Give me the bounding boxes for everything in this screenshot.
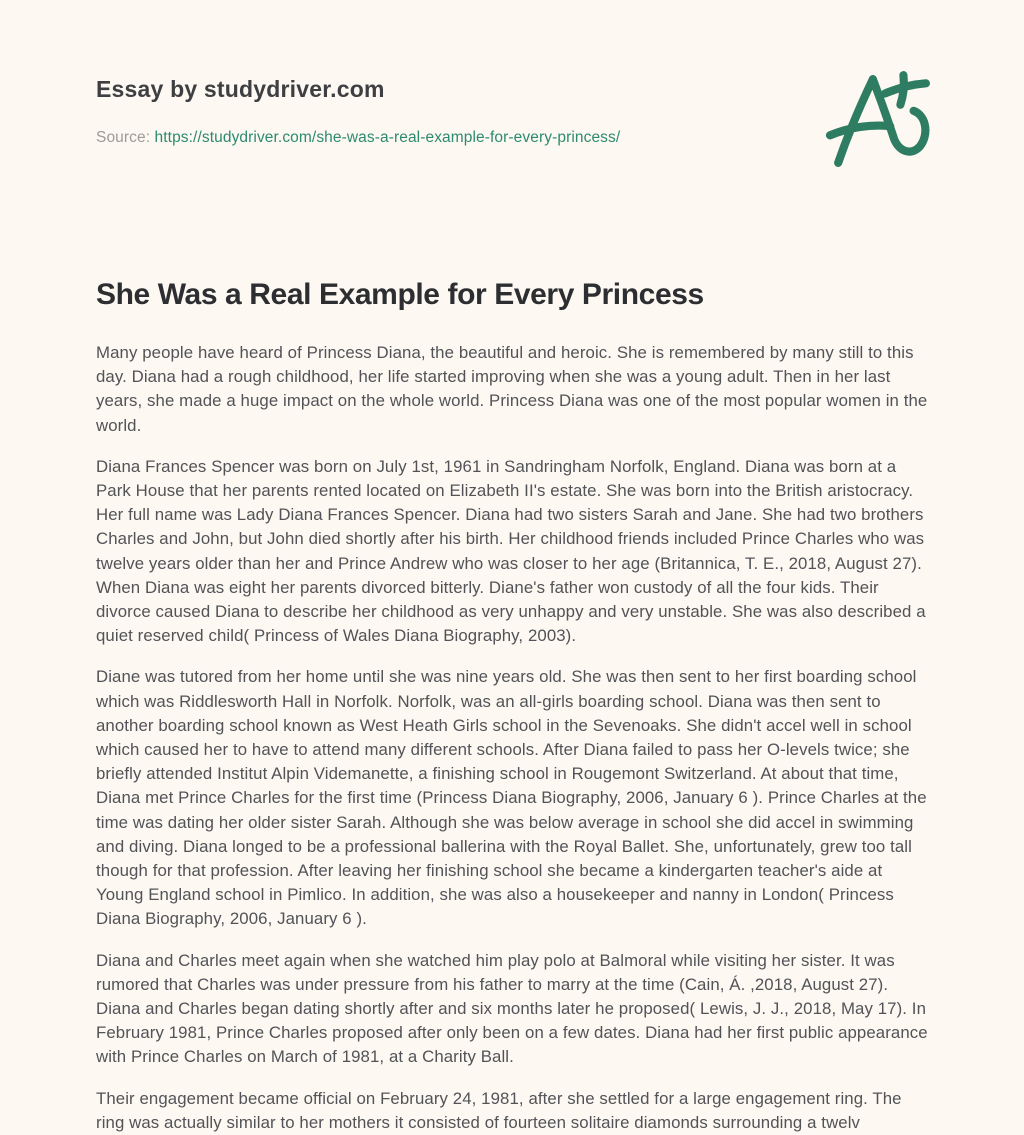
header-text-block	[96, 74, 620, 147]
site-header	[96, 74, 928, 170]
essay-paragraph: Diana Frances Spencer was born on July 1st, 1961 in Sandringham Norfolk, England. Diana was born at a Park House that her parents rented located on Elizabeth II's estate. She was born into the British aristocracy. Her full name was Lady Diana Frances Spencer. Diana had two sisters Sarah and Jane. She had two brothers Charles and John, but John died shortly after his birth. Her childhood friends included Prince Charles who was twelve years older than her and Prince Andrew who was closer to her age (Britannica, T. E., 2018, August 27). When Diana was eight her parents divorced bitterly. Diane's father won custody of all the four kids. Their divorce caused Diana to describe her childhood as very unhappy and very unstable. She was also described a quiet reserved child( Princess of Wales Diana Biography, 2003).	[96, 456, 926, 646]
essay-body	[96, 341, 928, 1135]
page-title: She Was a Real Example for Every Princess	[96, 278, 704, 311]
source-line	[96, 129, 620, 147]
essay-paragraph: Many people have heard of Princess Diana, the beautiful and heroic. She is remembered by many still to this day. Diana had a rough childhood, her life started improving when she was a young adult. Then in her last years, she made a huge impact on the whole world. Princess Diana was one of the most popular women in the world.	[96, 343, 928, 435]
essay-paragraph: Diane was tutored from her home until she was nine years old. She was then sent to her first boarding school which was Riddlesworth Hall in Norfolk. Norfolk, was an all-girls boarding school. Diana was then sent to another boarding school known as West Heath Girls school in the Sevenoaks. She didn't accel well in school which caused her to have to attend many different schools. After Diana failed to pass her O-levels twice; she briefly attended Institut Alpin Videmanette, a finishing school in Rougemont Switzerland. At about that time, Diana met Prince Charles for the first time (Princess Diana Biography, 2006, January 6 ). Prince Charles at the time was dating her older sister Sarah. Although she was below average in school she did accel in swimming and diving. Diana longed to be a professional ballerina with the Royal Ballet. She, unfortunately, grew too tall though for that profession. After leaving her finishing school she became a kindergarten teacher's aide at Young England school in Pimlico. In addition, she was also a housekeeper and nanny in London( Princess Diana Biography, 2006, January 6 ).	[96, 667, 927, 929]
a-plus-logo-icon	[824, 68, 938, 170]
source-label: Source:	[96, 129, 151, 146]
essay-paragraph: Diana and Charles meet again when she watched him play polo at Balmoral while visiting her sister. It was rumored that Charles was under pressure from his father to marry at the time (Cain, Á. ,2018, August 27). Diana and Charles began dating shortly after and six months later he proposed( Lewis, J. J., 2018, May 17). In February 1981, Prince Charles proposed after only been on a few dates. Diana had her first public appearance with Prince Charles on March of 1981, at a Charity Ball.	[96, 950, 928, 1067]
essay-byline: Essay by studydriver.com	[96, 76, 385, 102]
source-link[interactable]: https://studydriver.com/she-was-a-real-example-for-every-princess/	[154, 129, 621, 146]
essay-paragraph: Their engagement became official on February 24, 1981, after she settled for a large engagement ring. The ring was actually similar to her mothers it consisted of fourteen solitaire diamonds surrounding a twelv	[96, 1088, 902, 1132]
